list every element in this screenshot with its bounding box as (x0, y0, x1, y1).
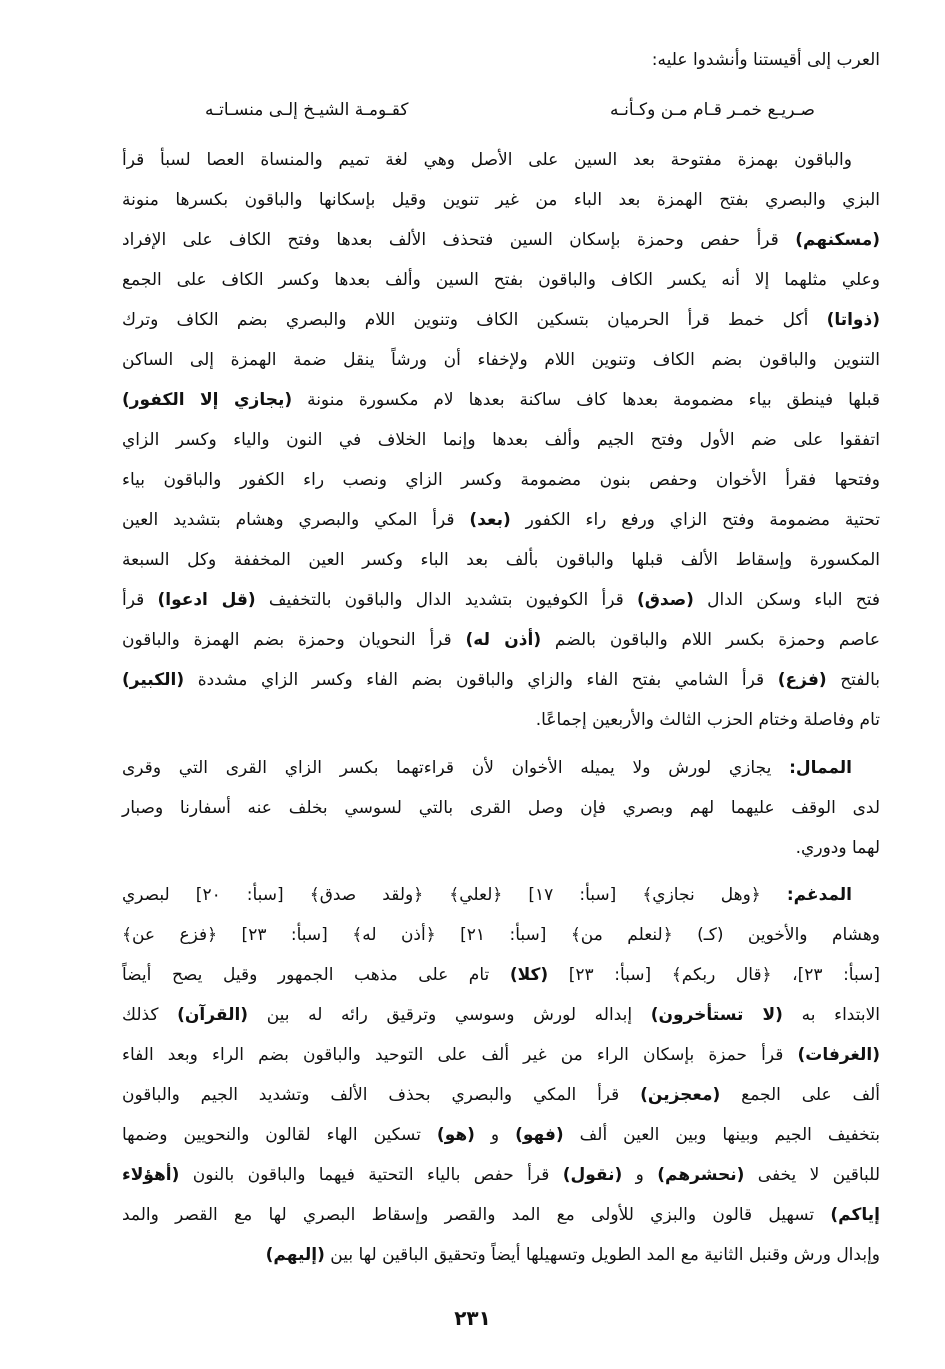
text-line (122, 1155, 880, 1195)
bold-term: (مسكنهم) (795, 230, 880, 250)
text-line (122, 220, 880, 260)
text-line (122, 788, 880, 828)
text-line (122, 340, 880, 380)
bold-term: (ذواتا) (826, 310, 880, 330)
bold-term: (هو) (436, 1125, 475, 1145)
text-line (122, 915, 880, 955)
bold-term: المدغم: (786, 885, 852, 905)
text-line (122, 500, 880, 540)
text-segment: وفتحها فقرأ الأخوان وحفص بنون مضمومة وكسر الزاي ونصب راء الكفور والباقون بياء (122, 470, 880, 490)
text-segment: إبداله لورش وسوسي وترقيق رائه له بين (248, 1005, 651, 1025)
text-segment: فتح الباء وسكن الدال (693, 590, 880, 610)
bold-term: (أهؤلاء (122, 1165, 180, 1185)
bold-term: الممال: (789, 758, 852, 778)
page-number: ٢٣١ (454, 1306, 491, 1330)
text-segment: تام على مذهب الجمهور وقيل يصح أيضاً (122, 965, 510, 985)
text-segment: لهما ودوري. (795, 838, 880, 858)
text-segment: قرأ المكي والبصري بحذف الألف وتشديد الجيم والباقون (122, 1085, 641, 1105)
text-line (122, 955, 880, 995)
text-line (122, 380, 880, 420)
text-segment: قرأ النحويان وحمزة بضم الهمزة والباقون (122, 630, 466, 650)
text-line (122, 300, 880, 340)
bold-term: (معجزين) (640, 1085, 721, 1105)
text-segment: تسهيل قالون والبزي للأولى مع المد والقصر وإسقاط البصري لها مع القصر والمد (122, 1205, 831, 1225)
text-segment: قرأ حفص وحمزة بإسكان السين فتحذف الألف بعدها وفتح الكاف على الإفراد (122, 230, 796, 250)
poetry-verse (122, 80, 880, 140)
text-segment: قرأ حفص بالياء التحتية فيهما والباقون بالنون (179, 1165, 563, 1185)
paragraph-readings (122, 140, 880, 740)
paragraph-mudgham (122, 875, 880, 1275)
text-line (122, 540, 880, 580)
bold-term: (لا تستأخرون) (650, 1005, 783, 1025)
text-line (122, 140, 880, 180)
text-segment: قبلها فينطق بياء مضمومة بعدها كاف ساكنة بعدها لام مكسورة منونة (292, 390, 880, 410)
text-segment: قرأ المكي والبصري وهشام بتشديد العين (122, 510, 470, 530)
text-segment: [سبأ: ٢٣]، ﴿قال ربكم﴾ [سبأ: ٢٣] (548, 965, 880, 985)
text-line (122, 620, 880, 660)
text-segment: المكسورة وإسقاط الألف قبلها والباقون بألف بعد الباء وكسر العين المخففة وكل السبعة (122, 550, 880, 570)
text-line (122, 1075, 880, 1115)
text-line (122, 1195, 880, 1235)
text-segment: تام وفاصلة وختام الحزب الثالث والأربعين إجماعًا. (535, 710, 880, 730)
bold-term: (الكبير) (122, 670, 185, 690)
text-line (122, 260, 880, 300)
text-segment: يجازي لورش ولا يميله الأخوان لأن قراءتهما بكسر الزاي القرى التي وقرى (122, 758, 790, 778)
text-line (122, 460, 880, 500)
bold-term: (كلا) (509, 965, 549, 985)
bold-term: (الغرفات) (797, 1045, 880, 1065)
bold-term: (قل ادعوا) (157, 590, 256, 610)
text-segment: ﴿وهل نجازي﴾ [سبأ: ١٧] ﴿لعلي﴾ ﴿ولقد صدق﴾ [سبأ: ٢٠] لبصري (122, 885, 787, 905)
text-line (122, 1115, 880, 1155)
bold-term: إياكم) (830, 1205, 880, 1225)
text-line (122, 1035, 880, 1075)
verse-second-hemistich: كقـومـة الشيـخ إلـى منسـاتـه (205, 100, 409, 120)
text-segment: التنوين والباقون بضم الكاف وتنوين اللام ولإخفاء أن ورشاً ينقل ضمة الهمزة إلى الساكن (122, 350, 880, 370)
page-body (122, 40, 880, 1275)
text-segment: اتفقوا على ضم الأول وفتح الجيم وألف بعدها وإنما الخلاف في النون والياء وكسر الزاي (122, 430, 880, 450)
text-segment: و (622, 1165, 658, 1185)
intro-line: العرب إلى أقيستنا وأنشدوا عليه: (651, 50, 880, 70)
text-segment: ألف على الجمع (720, 1085, 881, 1105)
bold-term: (صدق) (636, 590, 694, 610)
paragraph-mumal (122, 748, 880, 868)
text-segment: قرأ (122, 590, 158, 610)
text-line (122, 700, 880, 740)
bold-term: (يجازي إلا الكفور) (122, 390, 293, 410)
text-segment: وعلي مثلهما إلا أنه يكسر الكاف والباقون بفتح السين وألف بعدها وكسر الكاف على الجمع (122, 270, 880, 290)
text-segment: عاصم وحمزة بكسر اللام والباقون بالضم (541, 630, 880, 650)
text-segment: قرأ حمزة بإسكان الراء من غير ألف على التوحيد والباقون بضم الراء وبعد الفاء (122, 1045, 798, 1065)
text-segment: الابتداء به (782, 1005, 880, 1025)
text-line (122, 1235, 880, 1275)
text-segment: و (474, 1125, 516, 1145)
text-segment: أكل خمط قرأ الحرميان بتسكين الكاف وتنوين اللام والبصري بضم الكاف وترك (122, 310, 827, 330)
text-line (122, 995, 880, 1035)
text-segment: قرأ الشامي بفتح الفاء والزاي والباقون بضم الفاء وكسر الزاي مشددة (184, 670, 778, 690)
bold-term: (القرآن) (177, 1005, 249, 1025)
text-segment: لدى الوقف عليهما لهم وبصري فإن وصل القرى بالتي لسوسي بخلف عنه أسفارنا وصبار (122, 798, 880, 818)
text-segment: كذلك (122, 1005, 178, 1025)
text-segment: تسكين الهاء لقالون والنحويين وضمها (122, 1125, 437, 1145)
text-line (122, 875, 880, 915)
bold-term: (أذن له) (465, 630, 542, 650)
text-segment: البزي والبصري بفتح الهمزة بعد الباء من غير تنوين وقيل بإسكانها والباقون بكسرها منونة (122, 190, 880, 210)
text-line (122, 660, 880, 700)
verse-first-hemistich: صـريـع خمـر قـام مـن وكـأنـه (610, 100, 815, 120)
text-line (122, 420, 880, 460)
text-segment: والباقون بهمزة مفتوحة بعد السين على الأصل وهي لغة تميم والمنساة العصا لسبأ قرأ (122, 150, 852, 170)
bold-term: (نحشرهم) (657, 1165, 745, 1185)
text-line (122, 748, 880, 788)
text-segment: للباقين لا يخفى (744, 1165, 880, 1185)
text-line (122, 180, 880, 220)
bold-term: (نقول) (562, 1165, 623, 1185)
text-line (122, 828, 880, 868)
bold-term: (بعد) (469, 510, 511, 530)
text-line (122, 580, 880, 620)
bold-term: (فزع) (777, 670, 827, 690)
text-segment: وهشام والأخوين (كـ) ﴿لنعلم من﴾ [سبأ: ٢١] ﴿أذن له﴾ [سبأ: ٢٣] ﴿فزع عن﴾ (122, 925, 880, 945)
text-segment: وإبدال ورش وقنبل الثانية مع المد الطويل وتسهيلها أيضاً وتحقيق الباقين لها بين (324, 1245, 880, 1265)
text-segment: تحتية مضمومة وفتح الزاي ورفع راء الكفور (510, 510, 880, 530)
text-segment: بالفتح (826, 670, 880, 690)
text-segment: قرأ الكوفيون بتشديد الدال والباقون بالتخفيف (255, 590, 637, 610)
bold-term: (إليهم) (265, 1245, 325, 1265)
text-segment: بتخفيف الجيم وبينها وبين العين ألف (563, 1125, 880, 1145)
bold-term: (فهو) (515, 1125, 564, 1145)
